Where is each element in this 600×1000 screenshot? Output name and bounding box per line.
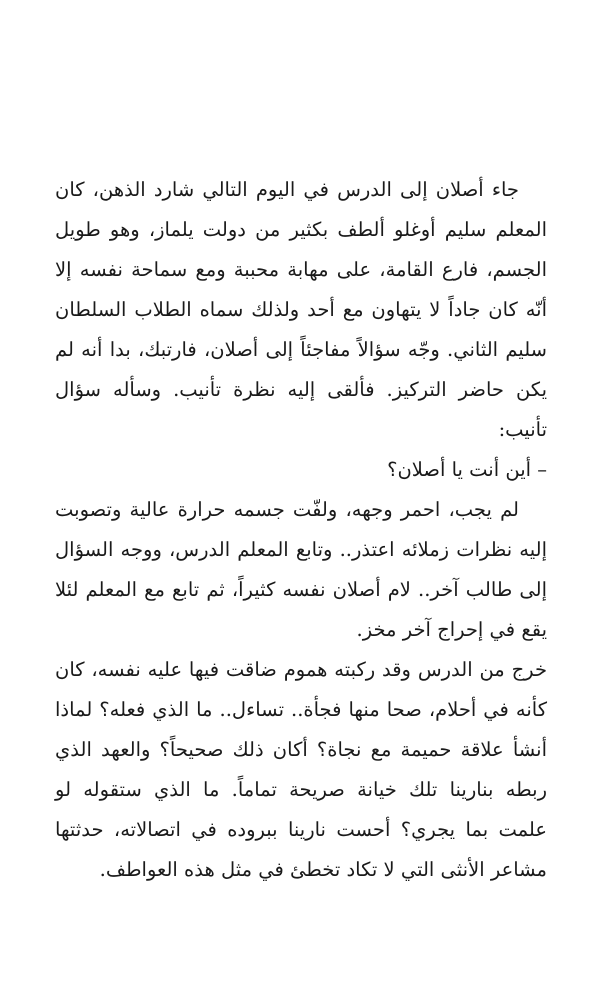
paragraph-1: جاء أصلان إلى الدرس في اليوم التالي شارد الذهن، كان المعلم سليم أوغلو ألطف بكثير من دولت يلماز، وهو طويل الجسم، فارع القامة، على مهابة محببة ومع سماحة نفسه إلا أنّه كان جاداً لا يتهاون مع أحد ولذلك سماه الطلاب السلطان سليم الثاني. وجّه سؤالاً مفاجئاً إلى أصلان، فارتبك، بدا أنه لم يكن حاضر التركيز. فألقى إليه نظرة تأنيب. وسأله سؤال تأنيب:	[55, 178, 547, 441]
paragraph-2: لم يجب، احمر وجهه، ولفّت جسمه حرارة عالية وتصوبت إليه نظرات زملائه اعتذر.. وتابع المعلم الدرس، ووجه السؤال إلى طالب آخر.. لام أصلان نفسه كثيراً، ثم تابع مع المعلم لئلا يقع في إحراج آخر مخز.	[55, 498, 547, 641]
dialogue-line: – أين أنت يا أصلان؟	[387, 458, 547, 481]
page-text	[55, 170, 547, 890]
paragraph-3: خرج من الدرس وقد ركبته هموم ضاقت فيها عليه نفسه، كان كأنه في أحلام، صحا منها فجأة.. تساءل.. ما الذي فعله؟ لماذا أنشأ علاقة حميمة مع نجاة؟ أكان ذلك صحيحاً؟ والعهد الذي ربطه بنارينا تلك خيانة صريحة تماماً. ما الذي ستقوله لو علمت بما يجري؟ أحست نارينا ببروده في اتصالاته، حدثتها مشاعر الأنثى التي لا تكاد تخطئ في مثل هذه العواطف.	[55, 658, 547, 881]
